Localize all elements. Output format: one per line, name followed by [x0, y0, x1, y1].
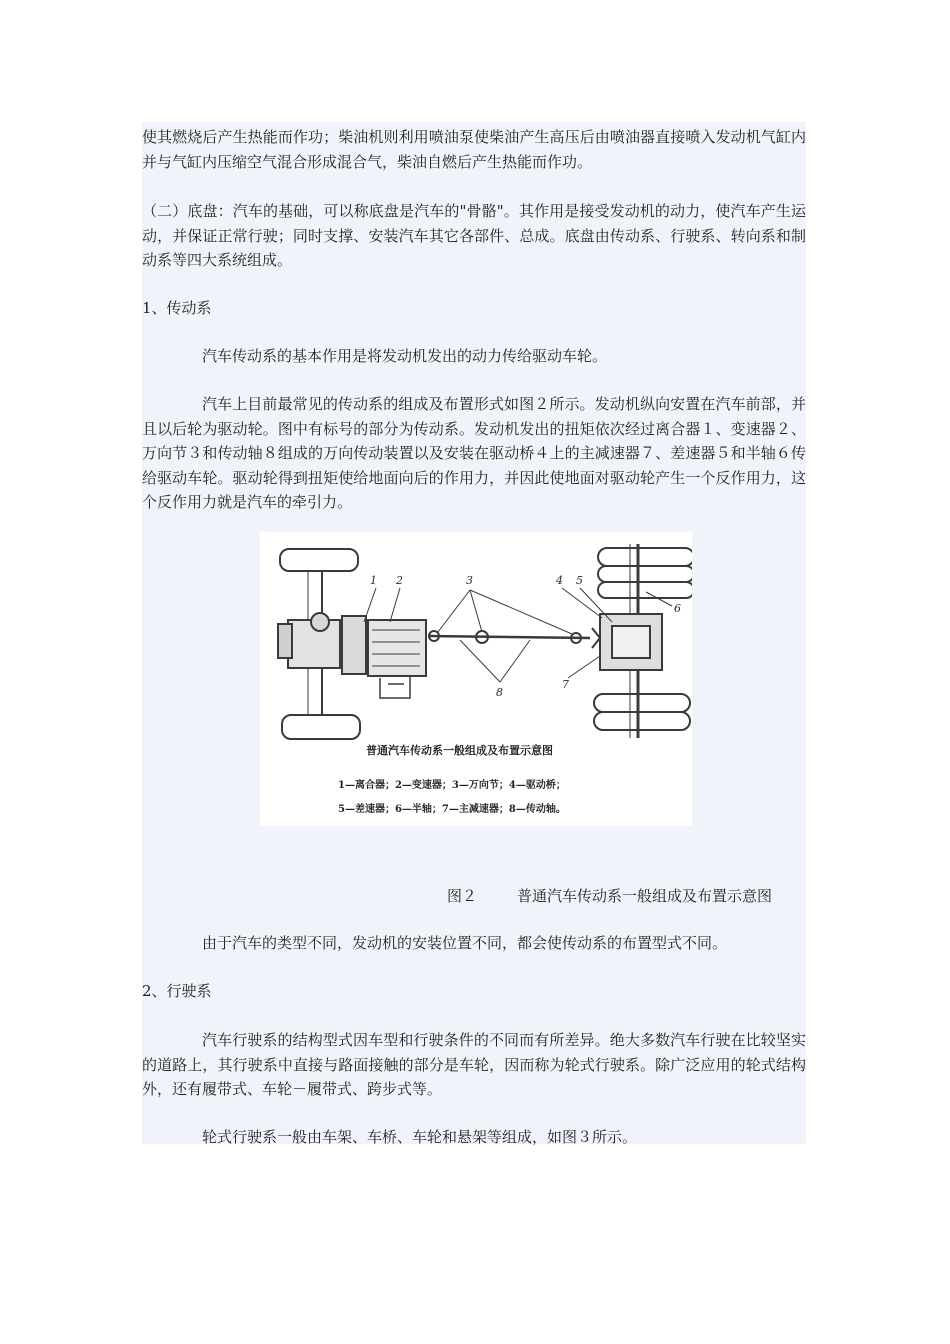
label-4: 4 [556, 574, 563, 587]
figure-legend-line-1: 1—离合器；2—变速器；3—万向节；4—驱动桥； [338, 780, 566, 791]
paragraph-layout-variation: 由于汽车的类型不同，发动机的安装位置不同，都会使传动系的布置型式不同。 [202, 934, 728, 952]
caption-text: 普通汽车传动系一般组成及布置示意图 [517, 887, 773, 905]
label-8: 8 [496, 686, 503, 699]
paragraph-drivetrain-layout: 汽车上目前最常见的传动系的组成及布置形式如图２所示。发动机纵向安置在汽车前部，并且以后轮为驱动轮。图中有标号的部分为传动系。发动机发出的扭矩依次经过离合器１、变速器２、万向节３和传动轴８组成的万向传动装置以及安装在驱动桥４上的主减速器７、差速器５和半轴６传给驱动车轮。驱动轮得到扭矩使给地面向后的作用力，并因此使地面对驱动轮产生一个反作用力，这个反作用力就是汽车的牵引力。 [142, 395, 806, 511]
figure-legend-line-2: 5—差速器；6—半轴；7—主减速器；8—传动轴。 [338, 804, 566, 815]
clutch [342, 616, 366, 674]
paragraph-drivetrain-purpose: 汽车传动系的基本作用是将发动机发出的动力传给驱动车轮。 [202, 347, 608, 365]
paragraph-chassis: （二）底盘：汽车的基础，可以称底盘是汽车的"骨骼"。其作用是接受发动机的动力，使汽车产生运动，并保证正常行驶；同时支撑、安装汽车其它各部件、总成。底盘由传动系、行驶系、转向系和制动系等四大系统组成。 [142, 202, 806, 269]
front-right-wheel [282, 715, 360, 739]
label-6: 6 [674, 602, 681, 615]
paragraph-wheel-running-gear: 轮式行驶系一般由车架、车桥、车轮和悬架等组成，如图３所示。 [202, 1128, 638, 1146]
gearbox [368, 620, 426, 676]
label-1: 1 [370, 574, 377, 587]
heading-running-gear: 2、行驶系 [142, 982, 212, 1000]
heading-drivetrain: 1、传动系 [142, 299, 212, 317]
drive-shaft [428, 636, 590, 638]
label-7: 7 [562, 678, 569, 691]
document-body [142, 122, 806, 1144]
label-5: 5 [576, 574, 583, 587]
figure-inner-title: 普通汽车传动系一般组成及布置示意图 [366, 744, 553, 757]
paragraph-running-gear: 汽车行驶系的结构型式因车型和行驶条件的不同而有所差异。绝大多数汽车行驶在比较坚实的道路上，其行驶系中直接与路面接触的部分是车轮，因而称为轮式行驶系。除广泛应用的轮式结构外，还有履带式、车轮－履带式、跨步式等。 [142, 1031, 806, 1098]
front-left-wheel [280, 549, 358, 571]
paragraph-engine-diesel: 使其燃烧后产生热能而作功；柴油机则利用喷油泵使柴油产生高压后由喷油器直接喷入发动机气缸内并与气缸内压缩空气混合形成混合气，柴油自燃后产生热能而作功。 [142, 128, 806, 171]
drivetrain-schematic [260, 532, 692, 826]
rear-wheel-top-1 [598, 548, 692, 566]
label-3: 3 [466, 574, 473, 587]
caption-number: 图２ [447, 887, 478, 905]
drivetrain-diagram [260, 532, 692, 826]
figure-caption [447, 884, 772, 908]
label-2: 2 [396, 574, 403, 587]
